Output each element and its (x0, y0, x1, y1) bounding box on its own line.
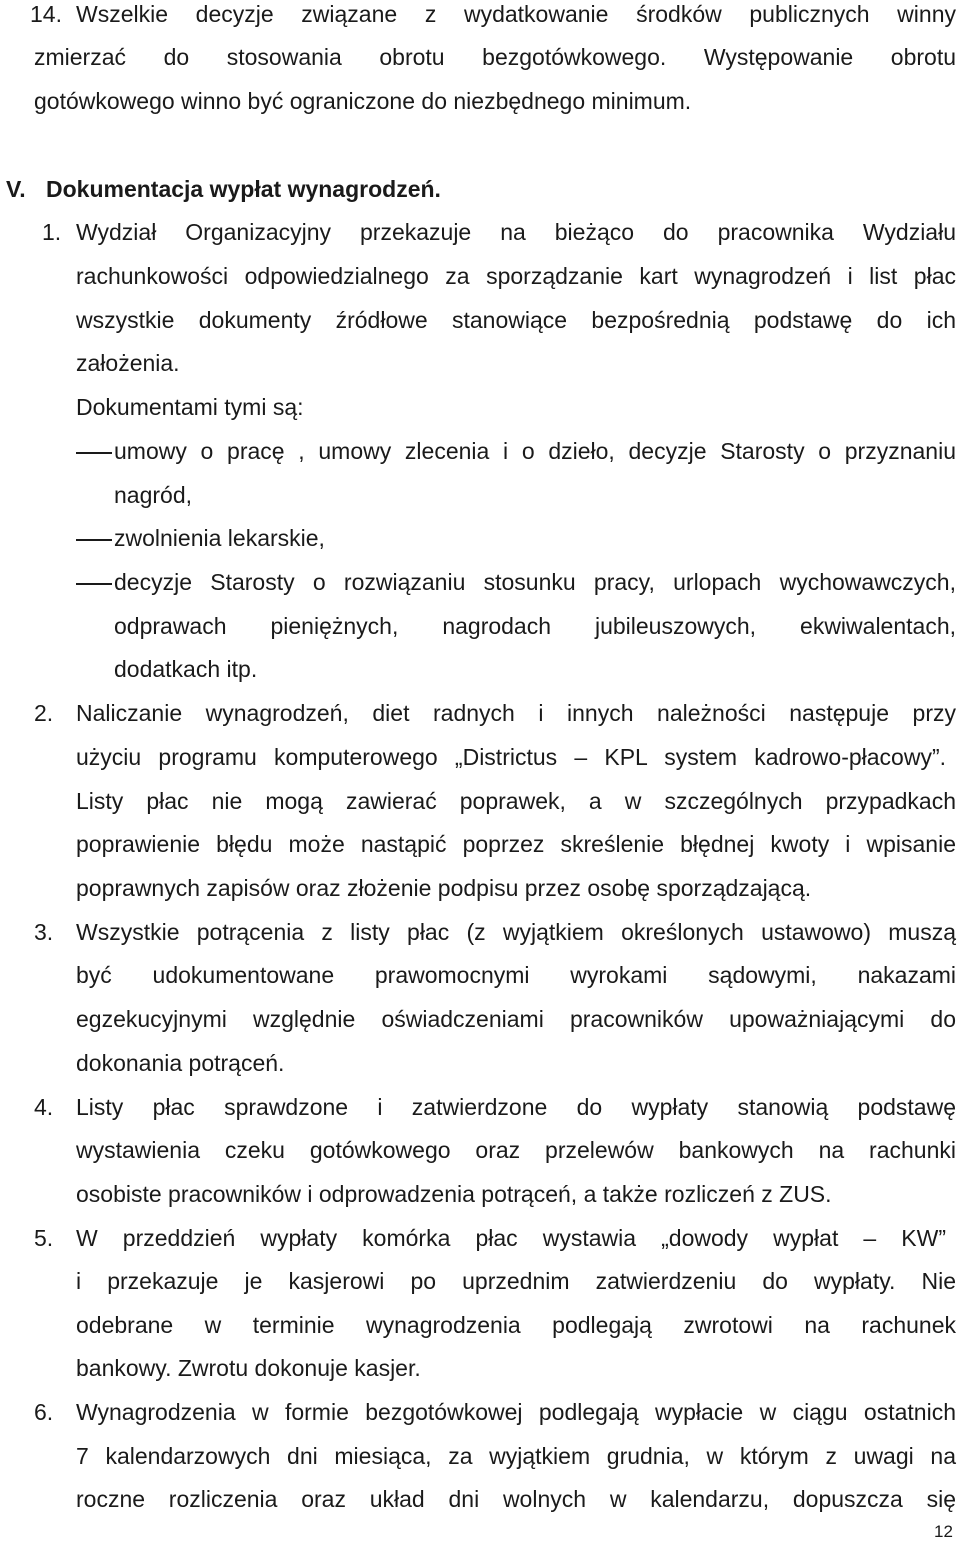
bullet-1-line-2: nagród, (114, 482, 193, 508)
item-1-number: 1. (42, 219, 62, 245)
item-2-line-5: poprawnych zapisów oraz złożenie podpisu przez osobę sporządzającą. (76, 875, 812, 901)
item-6-line-1: Wynagrodzenia w formie bezgotówkowej podlegają wypłacie w ciągu ostatnich (76, 1399, 956, 1425)
item-3-line-3: egzekucyjnymi względnie oświadczeniami pracowników upoważniającymi do (76, 1006, 956, 1032)
item-14-line-1: Wszelkie decyzje związane z wydatkowanie środków publicznych winny (76, 1, 956, 27)
item-3-line-2: być udokumentowane prawomocnymi wyrokami sądowymi, nakazami (76, 962, 956, 988)
bullet-dash-3 (76, 583, 112, 585)
item-2-number: 2. (34, 700, 54, 726)
item-1-line-4: założenia. (76, 350, 180, 376)
item-4-number: 4. (34, 1094, 54, 1120)
item-1-line-2: rachunkowości odpowiedzialnego za sporządzanie kart wynagrodzeń i list płac (76, 263, 956, 289)
page-number: 12 (934, 1522, 953, 1541)
bullet-2-line-1: zwolnienia lekarskie, (114, 525, 325, 551)
item-3-line-1: Wszystkie potrącenia z listy płac (z wyjątkiem określonych ustawowo) muszą (76, 919, 956, 945)
item-14-line-3: gotówkowego winno być ograniczone do niezbędnego minimum. (34, 88, 692, 114)
item-4-line-2: wystawienia czeku gotówkowego oraz przelewów bankowych na rachunki (76, 1137, 956, 1163)
section-5-number: V. (6, 176, 26, 202)
item-2-line-4: poprawienie błędu może nastąpić poprzez skreślenie błędnej kwoty i wpisanie (76, 831, 956, 857)
bullet-3-line-2: odprawach pieniężnych, nagrodach jubileuszowych, ekwiwalentach, (114, 613, 956, 639)
item-4-line-1: Listy płac sprawdzone i zatwierdzone do wypłaty stanowią podstawę (76, 1094, 956, 1120)
item-4-line-3: osobiste pracowników i odprowadzenia potrąceń, a także rozliczeń z ZUS. (76, 1181, 832, 1207)
item-5-line-3: odebrane w terminie wynagrodzenia podlegają zwrotowi na rachunek (76, 1312, 956, 1338)
section-5-title: Dokumentacja wypłat wynagrodzeń. (46, 176, 441, 202)
item-5-line-2: i przekazuje je kasjerowi po uprzednim zatwierdzeniu do wypłaty. Nie (76, 1268, 956, 1294)
bullet-dash-1 (76, 452, 112, 454)
item-6-line-2: 7 kalendarzowych dni miesiąca, za wyjątkiem grudnia, w którym z uwagi na (76, 1443, 956, 1469)
item-5-line-1: W przeddzień wypłaty komórka płac wystawia „dowody wypłat – KW” (76, 1225, 946, 1251)
bullet-1-line-1: umowy o pracę , umowy zlecenia i o dzieło, decyzje Starosty o przyznaniu (114, 438, 956, 464)
item-3-line-4: dokonania potrąceń. (76, 1050, 285, 1076)
item-6-number: 6. (34, 1399, 54, 1425)
item-1-line-1: Wydział Organizacyjny przekazuje na bieżąco do pracownika Wydziału (76, 219, 956, 245)
item-5-number: 5. (34, 1225, 54, 1251)
item-1-line-3: wszystkie dokumenty źródłowe stanowiące bezpośrednią podstawę do ich (76, 307, 956, 333)
item-2-line-1: Naliczanie wynagrodzeń, diet radnych i innych należności następuje przy (76, 700, 956, 726)
item-6-line-3: roczne rozliczenia oraz układ dni wolnych w kalendarzu, dopuszcza się (76, 1486, 956, 1512)
item-2-line-3: Listy płac nie mogą zawierać poprawek, a w szczególnych przypadkach (76, 788, 956, 814)
bullet-3-line-1: decyzje Starosty o rozwiązaniu stosunku pracy, urlopach wychowawczych, (114, 569, 956, 595)
item-1-line-5: Dokumentami tymi są: (76, 394, 304, 420)
item-2-line-2: użyciu programu komputerowego „Districtus – KPL system kadrowo-płacowy”. (76, 744, 946, 770)
bullet-3-line-3: dodatkach itp. (114, 656, 258, 682)
item-14-number: 14. (30, 1, 62, 27)
item-3-number: 3. (34, 919, 54, 945)
item-5-line-4: bankowy. Zwrotu dokonuje kasjer. (76, 1355, 421, 1381)
bullet-dash-2 (76, 539, 112, 541)
item-14-line-2: zmierzać do stosowania obrotu bezgotówkowego. Występowanie obrotu (34, 44, 956, 70)
